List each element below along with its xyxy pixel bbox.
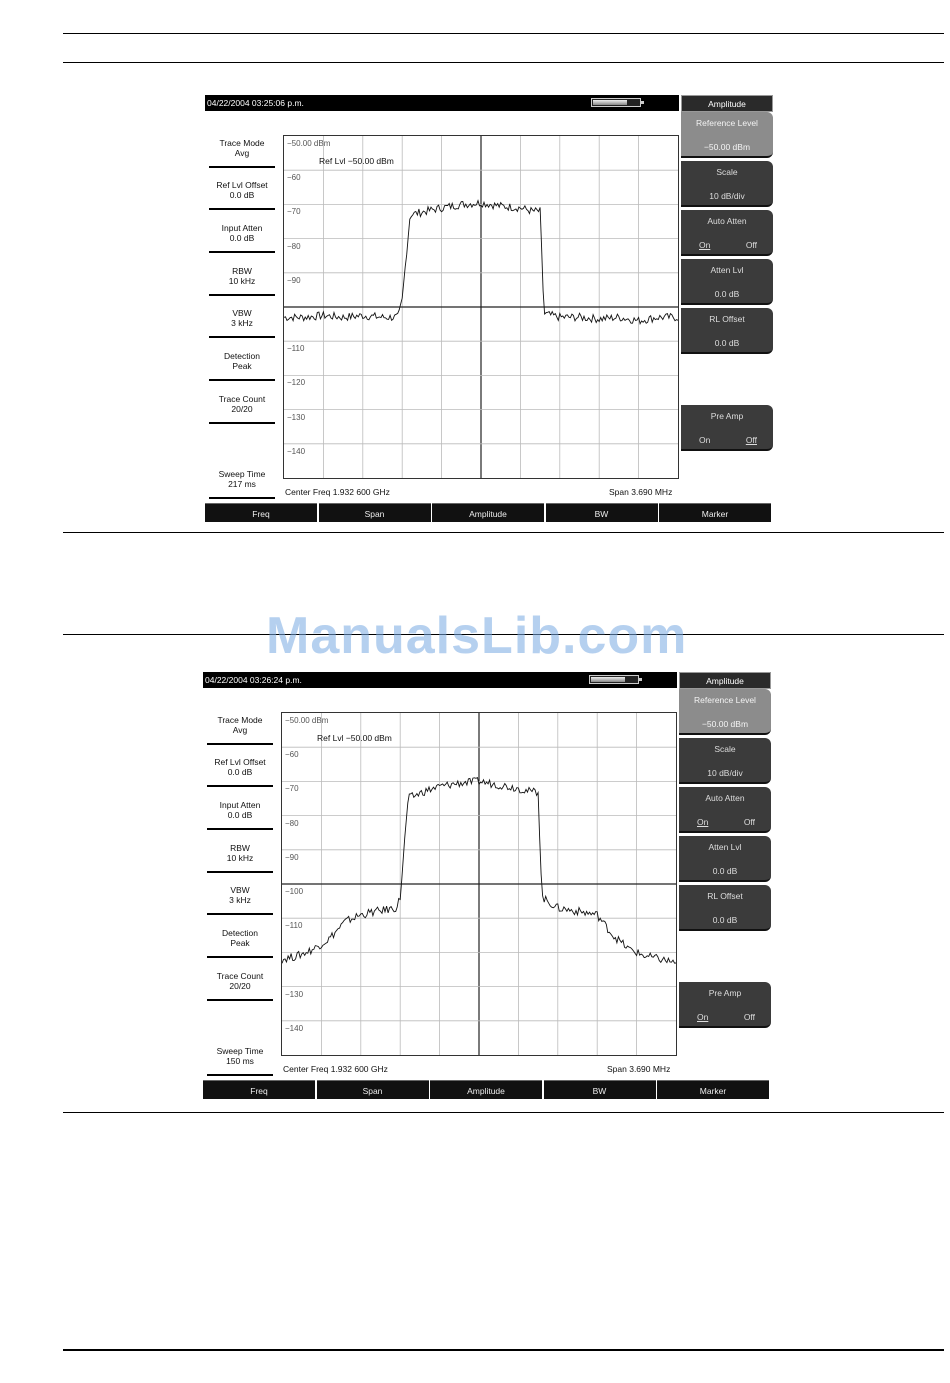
param-label: Trace Count (216, 971, 264, 981)
param-label: RBW (230, 843, 250, 853)
function-tabs (203, 1080, 771, 1100)
param-label: Detection (222, 928, 258, 938)
tab-bw[interactable]: BW (546, 503, 658, 522)
param-value: Peak (230, 938, 250, 948)
pre-amp-off: Off (745, 435, 757, 445)
pre-amp-off: Off (743, 1012, 755, 1022)
y-tick-label: −90 (285, 852, 299, 862)
pre-amp-on: On (697, 1012, 709, 1022)
tab-amplitude[interactable]: Amplitude (432, 503, 544, 522)
tab-freq[interactable]: Freq (203, 1080, 315, 1099)
header-rule-bottom (63, 62, 944, 63)
y-tick-label: −50.00 dBm (285, 716, 329, 725)
atten-lvl-softkey[interactable] (681, 259, 773, 305)
param-divider (209, 294, 275, 296)
param-value: 3 kHz (231, 318, 253, 328)
auto-atten-off: Off (745, 240, 757, 250)
ref-level-label: Ref Lvl −50.00 dBm (319, 156, 394, 166)
param-trace-count (209, 394, 275, 414)
y-tick-label: −80 (287, 241, 301, 251)
center-freq-label: Center Freq 1.932 600 GHz (283, 1064, 388, 1074)
timestamp: 04/22/2004 03:25:06 p.m. (207, 98, 304, 108)
param-divider (209, 336, 275, 338)
param-detection (207, 928, 273, 948)
param-divider (209, 251, 275, 253)
param-vbw (207, 885, 273, 905)
y-tick-label: −140 (285, 1023, 304, 1033)
param-value: Avg (232, 725, 248, 735)
watermark-text: ManualsLib.com (266, 607, 688, 665)
span-label: Span 3.690 MHz (609, 487, 673, 497)
menu-title: Amplitude (681, 95, 773, 112)
tab-span[interactable]: Span (319, 503, 431, 522)
param-divider (207, 999, 273, 1001)
param-label: Trace Mode (219, 138, 265, 148)
softkey-value: 10 dB/div (707, 768, 743, 778)
tab-freq[interactable]: Freq (205, 503, 317, 522)
param-label: Input Atten (221, 223, 263, 233)
rl-offset-softkey[interactable] (681, 308, 773, 354)
param-value: 217 ms (228, 479, 256, 489)
softkey-label: Atten Lvl (710, 265, 744, 275)
pre-amp-softkey[interactable] (679, 982, 771, 1028)
ref-level-label: Ref Lvl −50.00 dBm (317, 733, 392, 743)
param-sweep-time (209, 469, 275, 489)
param-value: Peak (232, 361, 252, 371)
param-label: Detection (224, 351, 260, 361)
menu-title: Amplitude (679, 672, 771, 689)
y-tick-label: −140 (287, 446, 306, 456)
param-label: Input Atten (219, 800, 261, 810)
param-divider (207, 913, 273, 915)
y-tick-label: −80 (285, 818, 299, 828)
plot-graticule (282, 713, 676, 1055)
softkey-value: 10 dB/div (709, 191, 745, 201)
param-divider (207, 956, 273, 958)
pre-amp-softkey[interactable] (681, 405, 773, 451)
tab-amplitude[interactable]: Amplitude (430, 1080, 542, 1099)
y-tick-label: −130 (285, 989, 304, 999)
param-label: Trace Count (218, 394, 266, 404)
y-tick-label: −110 (285, 921, 303, 931)
softkey-label: Atten Lvl (708, 842, 742, 852)
softkey-label: Auto Atten (705, 793, 745, 803)
function-tabs (205, 503, 773, 523)
softkey-label: Pre Amp (710, 411, 744, 421)
param-ref-lvl-offset (207, 757, 273, 777)
softkey-value: 0.0 dB (712, 866, 738, 876)
status-bar (205, 95, 679, 111)
param-value: 150 ms (226, 1056, 254, 1066)
param-input-atten (207, 800, 273, 820)
spectrum-plot (281, 712, 677, 1056)
softkey-value: 0.0 dB (714, 338, 740, 348)
param-input-atten (209, 223, 275, 243)
span-label: Span 3.690 MHz (607, 1064, 671, 1074)
param-value: 20/20 (231, 404, 253, 414)
figure1-rule-bottom (63, 532, 944, 533)
figure2-rule-bottom (63, 1112, 944, 1113)
softkey-label: Reference Level (694, 695, 756, 705)
param-divider (209, 379, 275, 381)
y-tick-label: −120 (287, 378, 306, 388)
softkey-value: −50.00 dBm (703, 142, 751, 152)
battery-icon (591, 98, 641, 107)
param-label: VBW (230, 885, 250, 895)
auto-atten-softkey[interactable] (681, 210, 773, 256)
softkey-label: Reference Level (696, 118, 758, 128)
y-tick-label: −50.00 dBm (287, 139, 331, 148)
tab-marker[interactable]: Marker (657, 1080, 769, 1099)
param-label: Sweep Time (216, 1046, 264, 1056)
tab-marker[interactable]: Marker (659, 503, 771, 522)
y-tick-label: −70 (285, 784, 299, 794)
param-value: 10 kHz (226, 853, 254, 863)
spectrum-plot (283, 135, 679, 479)
softkey-label: RL Offset (707, 891, 743, 901)
tab-span[interactable]: Span (317, 1080, 429, 1099)
param-label: VBW (232, 308, 252, 318)
param-value: 0.0 dB (229, 233, 255, 243)
param-label: Ref Lvl Offset (214, 757, 266, 767)
param-divider (209, 422, 275, 424)
param-label: RBW (232, 266, 252, 276)
param-trace-mode (209, 138, 275, 158)
param-detection (209, 351, 275, 371)
tab-bw[interactable]: BW (544, 1080, 656, 1099)
analyzer-screen-1 (205, 95, 773, 523)
param-label: Sweep Time (218, 469, 266, 479)
param-divider (207, 871, 273, 873)
softkey-label: Pre Amp (708, 988, 742, 998)
scale-softkey[interactable] (681, 161, 773, 207)
auto-atten-softkey[interactable] (679, 787, 771, 833)
footer-rule (63, 1349, 944, 1351)
reference-level-softkey[interactable] (679, 689, 771, 735)
y-tick-label: −90 (287, 275, 301, 285)
header-rule-top (63, 33, 944, 34)
softkey-label: RL Offset (709, 314, 745, 324)
auto-atten-on: On (699, 240, 711, 250)
y-tick-label: −110 (287, 344, 305, 354)
scale-softkey[interactable] (679, 738, 771, 784)
auto-atten-off: Off (743, 817, 755, 827)
battery-icon (589, 675, 639, 684)
softkey-label: Scale (716, 167, 738, 177)
reference-level-softkey[interactable] (681, 112, 773, 158)
param-divider (207, 743, 273, 745)
y-tick-label: −70 (287, 207, 301, 217)
status-bar (203, 672, 677, 688)
center-freq-label: Center Freq 1.932 600 GHz (285, 487, 390, 497)
param-label: Trace Mode (217, 715, 263, 725)
param-vbw (209, 308, 275, 328)
param-value: Avg (234, 148, 250, 158)
softkey-value: 0.0 dB (714, 289, 740, 299)
param-divider (209, 497, 275, 499)
param-label: Ref Lvl Offset (216, 180, 268, 190)
param-rbw (209, 266, 275, 286)
param-ref-lvl-offset (209, 180, 275, 200)
y-tick-label: −60 (287, 173, 301, 183)
y-tick-label: −130 (287, 412, 306, 422)
param-divider (209, 166, 275, 168)
param-value: 20/20 (229, 981, 251, 991)
param-value: 0.0 dB (227, 767, 253, 777)
param-divider (209, 208, 275, 210)
plot-graticule (284, 136, 678, 478)
param-trace-mode (207, 715, 273, 735)
param-value: 0.0 dB (227, 810, 253, 820)
timestamp: 04/22/2004 03:26:24 p.m. (205, 675, 302, 685)
param-divider (207, 785, 273, 787)
param-rbw (207, 843, 273, 863)
y-tick-label: −100 (285, 887, 304, 896)
pre-amp-on: On (699, 435, 711, 445)
softkey-value: 0.0 dB (712, 915, 738, 925)
analyzer-screen-2 (203, 672, 771, 1100)
param-value: 3 kHz (229, 895, 251, 905)
softkey-label: Auto Atten (707, 216, 747, 226)
y-tick-label: −60 (285, 750, 299, 760)
param-divider (207, 1074, 273, 1076)
param-trace-count (207, 971, 273, 991)
rl-offset-softkey[interactable] (679, 885, 771, 931)
param-sweep-time (207, 1046, 273, 1066)
auto-atten-on: On (697, 817, 709, 827)
softkey-label: Scale (714, 744, 736, 754)
param-value: 0.0 dB (229, 190, 255, 200)
param-value: 10 kHz (228, 276, 256, 286)
softkey-value: −50.00 dBm (701, 719, 749, 729)
param-divider (207, 828, 273, 830)
atten-lvl-softkey[interactable] (679, 836, 771, 882)
